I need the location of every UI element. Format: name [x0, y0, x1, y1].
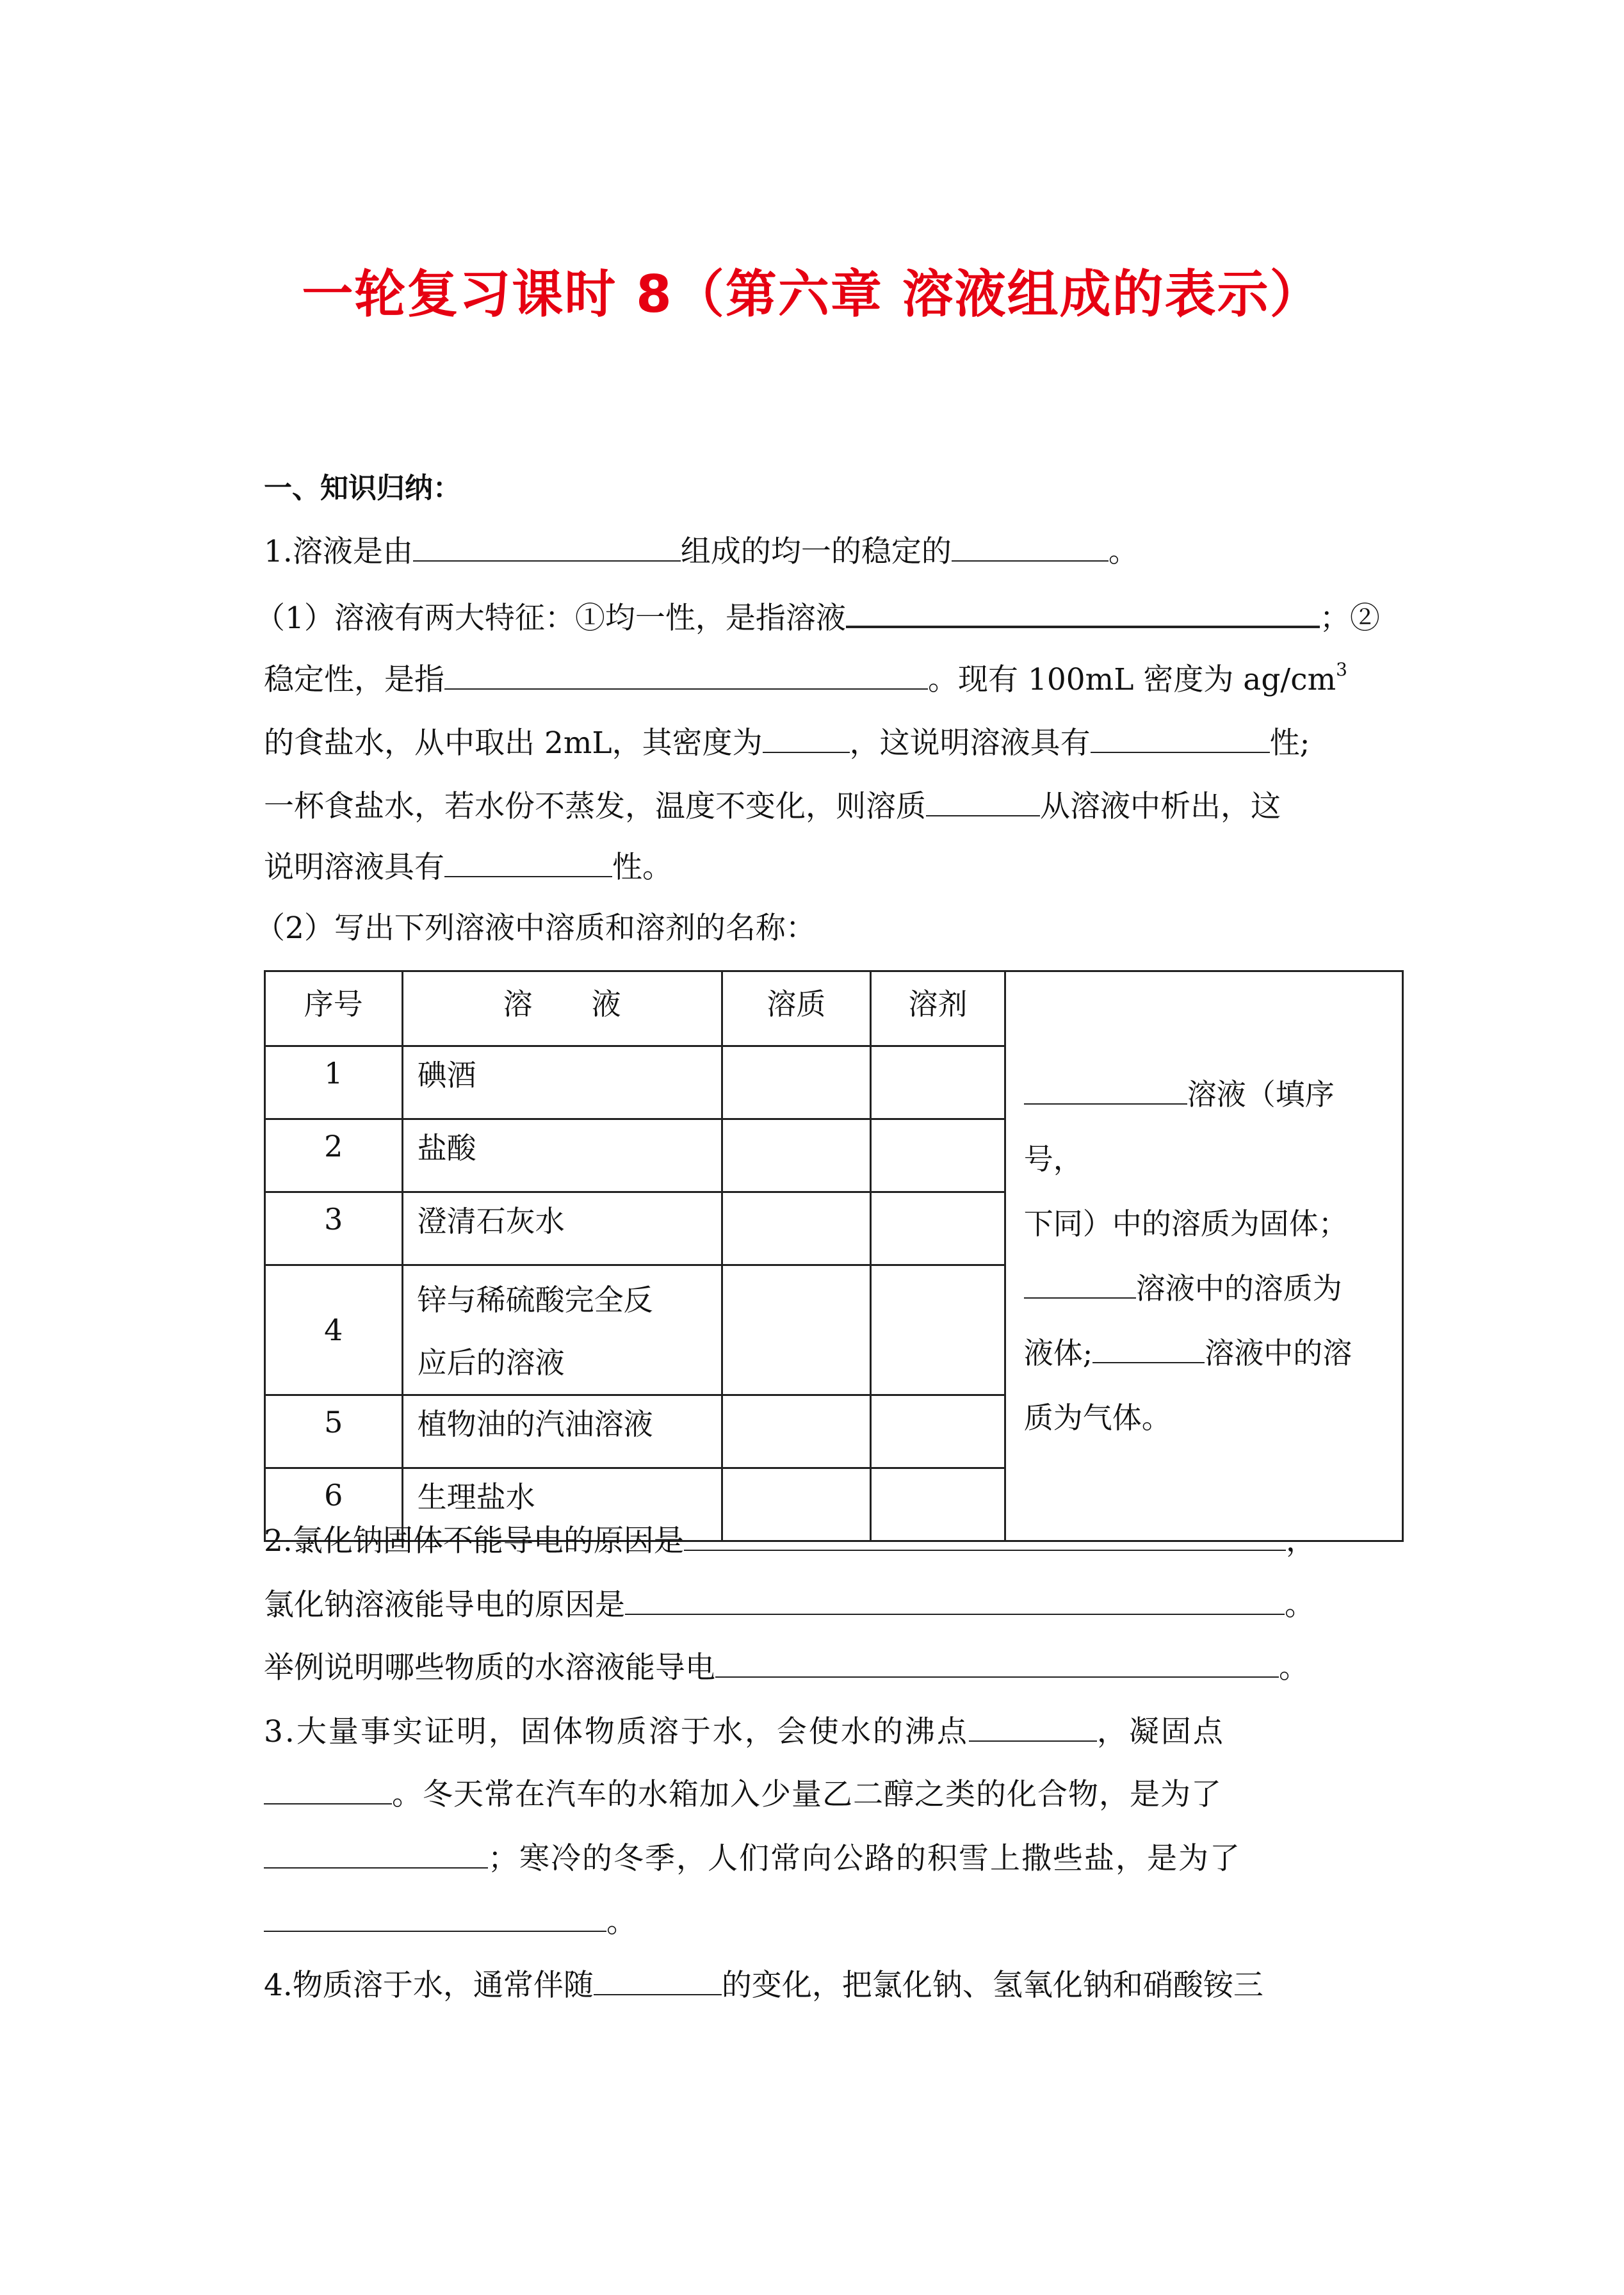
row-number: 3 [265, 1192, 403, 1265]
answer-blank[interactable] [594, 1963, 722, 1995]
solvent-cell[interactable] [871, 1395, 1005, 1468]
page-title: 一轮复习课时 8（第六章 溶液组成的表示） [302, 264, 1322, 324]
answer-blank[interactable] [413, 530, 681, 562]
answer-blank[interactable] [264, 1837, 488, 1869]
q1-line-5: 一杯食盐水，若水份不蒸发，温度不变化，则溶质 从溶液中析出，这 [264, 784, 1281, 826]
q3-line-1: 3.大量事实证明，固体物质溶于水，会使水的沸点 ，凝固点 [264, 1710, 1225, 1751]
row-solution: 锌与稀硫酸完全反 应后的溶液 [402, 1265, 722, 1395]
row-number: 4 [265, 1265, 403, 1395]
answer-blank[interactable] [264, 1900, 606, 1932]
answer-blank[interactable] [952, 530, 1108, 562]
answer-blank[interactable] [969, 1710, 1097, 1742]
row-solution: 碘酒 [402, 1046, 722, 1119]
row-number: 1 [265, 1046, 403, 1119]
answer-blank[interactable] [625, 1583, 1285, 1615]
answer-blank[interactable] [1024, 1074, 1187, 1105]
answer-blank[interactable] [444, 658, 928, 690]
solvent-cell[interactable] [871, 1265, 1005, 1395]
q4-line-1: 4.物质溶于水，通常伴随 的变化，把氯化钠、氢氧化钠和硝酸铵三 [264, 1963, 1263, 2005]
q3-line-4: 。 [264, 1900, 637, 1942]
q2-line-3: 举例说明哪些物质的水溶液能导电 。 [264, 1646, 1309, 1687]
row-number: 2 [265, 1119, 403, 1192]
answer-blank[interactable] [846, 595, 1320, 628]
solute-cell[interactable] [722, 1046, 871, 1119]
solution-table [264, 970, 1404, 1542]
answer-blank[interactable] [926, 784, 1040, 816]
header-solvent: 溶剂 [871, 971, 1005, 1046]
solvent-cell[interactable] [871, 1119, 1005, 1192]
answer-blank[interactable] [684, 1519, 1286, 1551]
answer-blank[interactable] [1092, 1333, 1205, 1363]
table-note: 溶液（填序号， 下同）中的溶质为固体； 溶液中的溶质为 液体; 溶液中的溶 质为气体。 [1005, 971, 1402, 1541]
header-number: 序号 [265, 971, 403, 1046]
solute-cell[interactable] [722, 1395, 871, 1468]
answer-blank[interactable] [763, 721, 850, 753]
table-header-row [265, 971, 1403, 1046]
q1-line-1: 1.溶液是由 组成的均一的稳定的 。 [264, 530, 1139, 571]
q2-line-1: 2.氯化钠固体不能导电的原因是 ， [264, 1519, 1316, 1561]
row-number: 5 [265, 1395, 403, 1468]
q1-line-6: 说明溶液具有 性。 [264, 845, 672, 887]
q1-line-3: 稳定性，是指 。现有 100mL 密度为 $ag/cm^3$ [264, 659, 1347, 697]
answer-blank[interactable] [1091, 721, 1270, 753]
header-solution: 溶 液 [402, 971, 722, 1046]
header-solute: 溶质 [722, 971, 871, 1046]
section-heading: 一、知识归纳： [264, 472, 461, 505]
solute-cell[interactable] [722, 1119, 871, 1192]
answer-blank[interactable] [1024, 1268, 1136, 1299]
answer-blank[interactable] [264, 1772, 392, 1804]
q1-line-7: （2）写出下列溶液中溶质和溶剂的名称： [255, 911, 816, 946]
q1-line-2: （1）溶液有两大特征：①均一性，是指溶液 ；② [255, 595, 1380, 638]
q2-line-2: 氯化钠溶液能导电的原因是 。 [264, 1583, 1315, 1625]
row-solution: 植物油的汽油溶液 [402, 1395, 722, 1468]
row-solution: 澄清石灰水 [402, 1192, 722, 1265]
row-solution: 盐酸 [402, 1119, 722, 1192]
row-number: 6 [265, 1468, 403, 1541]
row-solution: 生理盐水 [402, 1468, 722, 1541]
solute-cell[interactable] [722, 1192, 871, 1265]
q1-line-4: 的食盐水，从中取出 2mL，其密度为 ，这说明溶液具有 性; [264, 721, 1310, 763]
answer-blank[interactable] [715, 1646, 1279, 1678]
solute-cell[interactable] [722, 1265, 871, 1395]
q3-line-2: 。冬天常在汽车的水箱加入少量乙二醇之类的化合物，是为了 [264, 1772, 1222, 1814]
solvent-cell[interactable] [871, 1192, 1005, 1265]
answer-blank[interactable] [444, 845, 612, 877]
q3-line-3: ；寒冷的冬季，人们常向公路的积雪上撒些盐，是为了 [264, 1837, 1241, 1878]
solvent-cell[interactable] [871, 1046, 1005, 1119]
